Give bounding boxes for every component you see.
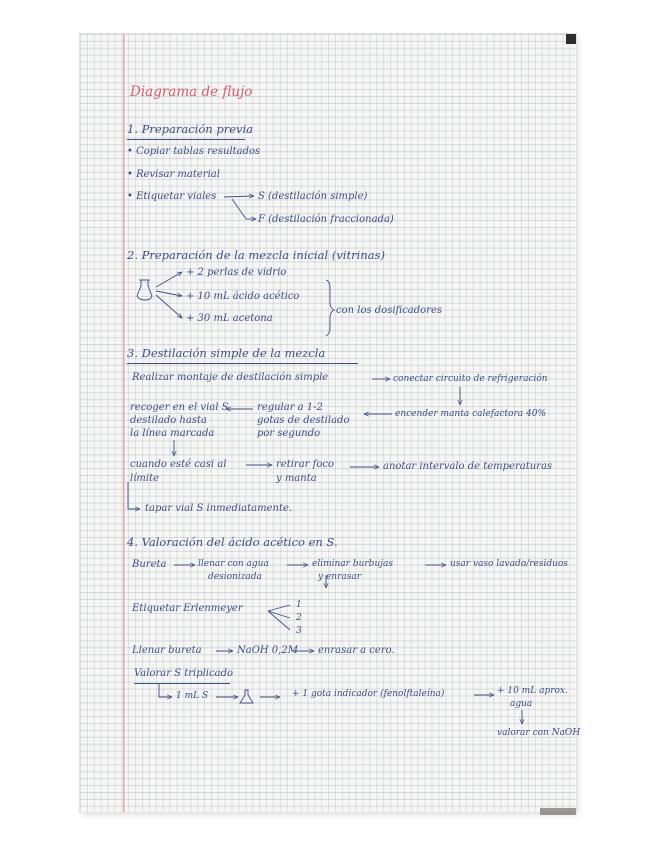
arrow-mix-acetona [156, 295, 182, 318]
s4-num-2: 2 [296, 613, 302, 623]
s3-step-retirar-1: retirar foco [276, 459, 334, 470]
s4-llenar-agua-1: llenar con agua [198, 559, 269, 569]
arrow-mix-perlas [156, 272, 182, 287]
s4-etiquetar: Etiquetar Erlenmeyer [132, 603, 243, 614]
s3-step-tapar: tapar vial S inmediatamente. [145, 503, 293, 514]
page-title: Diagrama de flujo [130, 84, 253, 100]
s3-step-circuito: conectar circuito de refrigeración [393, 374, 548, 384]
s4-valorar-triplicado: Valorar S triplicado [134, 668, 233, 679]
s3-step-limite-2: límite [130, 473, 160, 484]
s2-item-1: + 2 perlas de vidrio [186, 267, 287, 278]
s4-1ml-s: 1 mL S [176, 691, 209, 701]
s4-enrasar: enrasar a cero. [318, 645, 395, 656]
s1-branch-s: S (destilación simple) [258, 191, 368, 202]
arrow-limite-tapar [128, 482, 140, 509]
s3-step-montaje: Realizar montaje de destilación simple [132, 372, 329, 383]
s4-gota-indicador: + 1 gota indicador (fenolftaleína) [292, 689, 445, 699]
flask-icon [137, 280, 152, 300]
section-1-heading: 1. Preparación previa [127, 122, 254, 136]
section-4-heading: 4. Valoración del ácido acético en S. [127, 535, 338, 549]
s4-valorar-naoh: valorar con NaOH [497, 728, 581, 738]
s4-llenar-agua-2: desionizada [208, 572, 262, 582]
s4-agua-1: + 10 mL aprox. [497, 686, 568, 696]
s3-step-manta: encender manta calefactora 40% [395, 409, 546, 419]
arrow-valorar-1ml [159, 684, 172, 697]
s4-llenar-bureta: Llenar bureta [132, 645, 202, 656]
s1-item-2: • Revisar material [127, 169, 220, 180]
s4-num-1: 1 [296, 600, 302, 610]
s4-eliminar-2: y enrasar [318, 572, 362, 582]
s3-step-regular-1: regular a 1-2 [257, 402, 323, 413]
s4-usar-vaso: usar vaso lavado/residuos [450, 559, 568, 569]
s4-num-3: 3 [296, 626, 302, 636]
s1-branch-f: F (destilación fraccionada) [258, 214, 394, 225]
s3-step-regular-3: por segundo [257, 428, 321, 439]
arrow-viales-s [224, 196, 254, 197]
arrow-mix-acetico [156, 291, 182, 296]
arrow-erlenmeyer-branches [268, 605, 290, 630]
s1-item-1: • Copiar tablas resultados [127, 146, 261, 157]
erlenmeyer-icon [240, 690, 253, 703]
s3-step-recoger-2: destilado hasta [130, 415, 207, 426]
s4-agua-2: agua [510, 699, 533, 709]
s2-note: con los dosificadores [336, 305, 443, 316]
s3-step-recoger-3: la línea marcada [130, 428, 215, 439]
s3-step-regular-2: gotas de destilado [257, 415, 350, 426]
s4-naoh: NaOH 0,2M [237, 645, 298, 656]
s2-item-3: + 30 mL acetona [186, 313, 273, 324]
s2-item-2: + 10 mL ácido acético [186, 291, 300, 302]
arrow-viales-f-stem [232, 199, 246, 219]
s3-step-limite-1: cuando esté casi al [130, 459, 227, 470]
s4-eliminar-1: eliminar burbujas [312, 559, 394, 569]
s4-bureta: Bureta [132, 559, 167, 570]
s3-step-retirar-2: y manta [276, 473, 317, 484]
s1-item-3: • Etiquetar viales [127, 191, 217, 202]
section-3-heading: 3. Destilación simple de la mezcla [127, 346, 326, 360]
section-2-heading: 2. Preparación de la mezcla inicial (vitrinas) [127, 248, 385, 262]
brace [326, 280, 334, 336]
s3-step-anotar: anotar intervalo de temperaturas [383, 461, 553, 472]
s3-step-recoger-1: recoger en el vial S [130, 402, 229, 413]
